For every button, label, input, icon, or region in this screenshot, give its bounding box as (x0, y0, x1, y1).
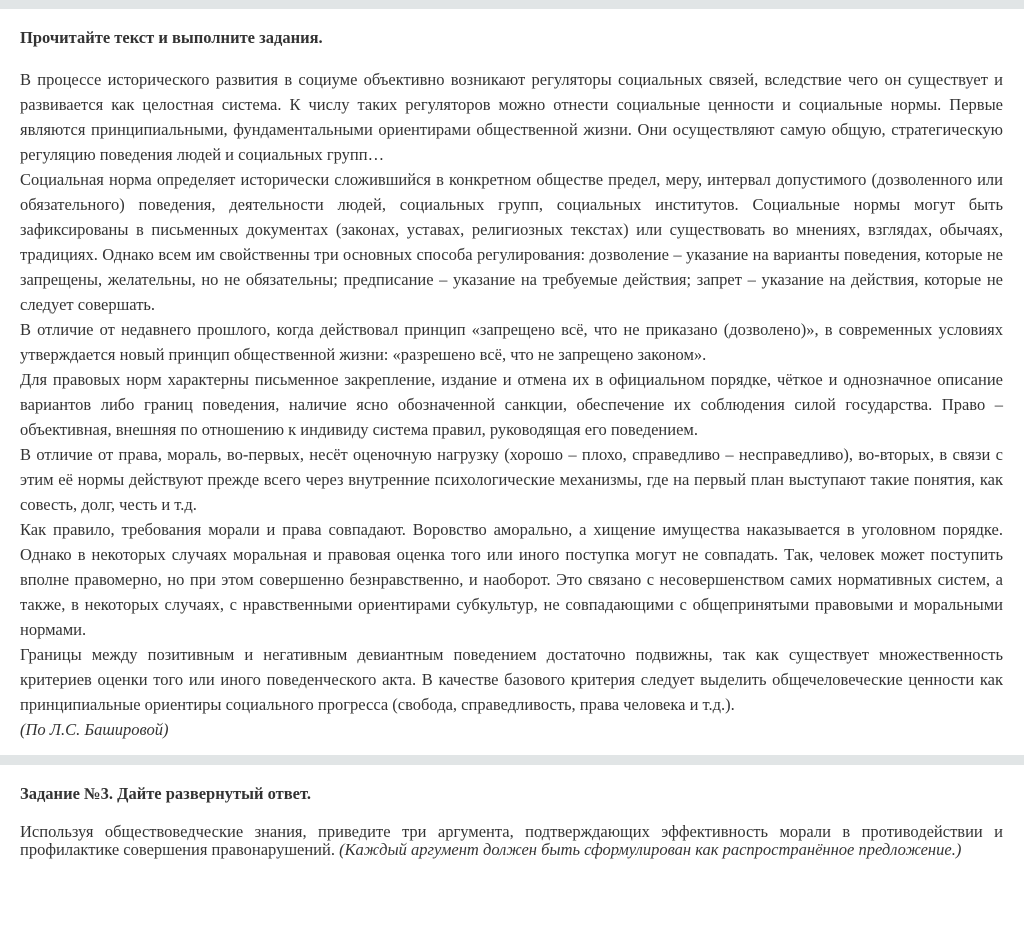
paragraph: В процессе исторического развития в социуме объективно возникают регуляторы социальных связей, вследствие чего он существует и развивается как целостная система. К числу таких регуляторов можно отнести социальные ценности и социальные нормы. Первые являются принципиальными, фундаментальными ориентирами общественной жизни. Они осуществляют самую общую, стратегическую регуляцию поведения людей и социальных групп… (20, 70, 1003, 164)
task-question: Используя обществоведческие знания, приведите три аргумента, подтверждающих эффективность морали в противодействии и профилактике совершения правонарушений. (20, 822, 1003, 859)
top-divider (0, 0, 1024, 9)
task-section (0, 765, 1024, 859)
paragraph: В отличие от права, мораль, во-первых, несёт оценочную нагрузку (хорошо – плохо, справедливо – несправедливо), во-вторых, в связи с этим её нормы действуют прежде всего через внутренние психологические механизмы, где на первый план выступают такие понятия, как совесть, долг, честь и т.д. (20, 445, 1003, 514)
reading-section (0, 9, 1024, 742)
reading-title: Прочитайте текст и выполните задания. (20, 28, 323, 47)
paragraph: Для правовых норм характерны письменное закрепление, издание и отмена их в официальном порядке, чёткое и однозначное описание вариантов либо границ поведения, наличие ясно обозначенной санкции, обеспечение их соблюдения силой государства. Право – объективная, внешняя по отношению к индивиду система правил, руководящая его поведением. (20, 370, 1003, 439)
task-text (20, 823, 1003, 859)
section-divider (0, 755, 1024, 765)
paragraph: Социальная норма определяет исторически сложившийся в конкретном обществе предел, меру, интервал допустимого (дозволенного или обязательного) поведения, деятельности людей, социальных групп, социальных институтов. Социальные нормы могут быть зафиксированы в письменных документах (законах, уставах, религиозных текстах) или существовать во мнениях, взглядах, обычаях, традициях. Однако всем им свойственны три основных способа регулирования: дозволение – указание на варианты поведения, которые не запрещены, желательны, но не обязательны; предписание – указание на требуемые действия; запрет – указание на действия, которые не следует совершать. (20, 170, 1003, 314)
paragraph: Границы между позитивным и негативным девиантным поведением достаточно подвижны, так как существует множественность критериев оценки того или иного поведенческого акта. В качестве базового критерия следует выделить общечеловеческие ценности как принципиальные ориентиры социального прогресса (свобода, справедливость, права человека и т.д.). (20, 645, 1003, 714)
source-attribution: (По Л.С. Башировой) (20, 720, 169, 739)
task-note: (Каждый аргумент должен быть сформулирован как распространённое предложение.) (339, 840, 962, 859)
task-title: Задание №3. Дайте развернутый ответ. (20, 784, 311, 803)
paragraph: В отличие от недавнего прошлого, когда действовал принцип «запрещено всё, что не приказано (дозволено)», в современных условиях утверждается новый принцип общественной жизни: «разрешено всё, что не запрещено законом». (20, 320, 1003, 364)
paragraph: Как правило, требования морали и права совпадают. Воровство аморально, а хищение имущества наказывается в уголовном порядке. Однако в некоторых случаях моральная и правовая оценка того или иного поступка могут не совпадать. Так, человек может поступить вполне правомерно, но при этом совершенно безнравственно, и наоборот. Это связано с несовершенством самих нормативных систем, а также, в некоторых случаях, с нравственными ориентирами субкультур, не совпадающими с общепринятыми правовыми и моральными нормами. (20, 520, 1003, 639)
